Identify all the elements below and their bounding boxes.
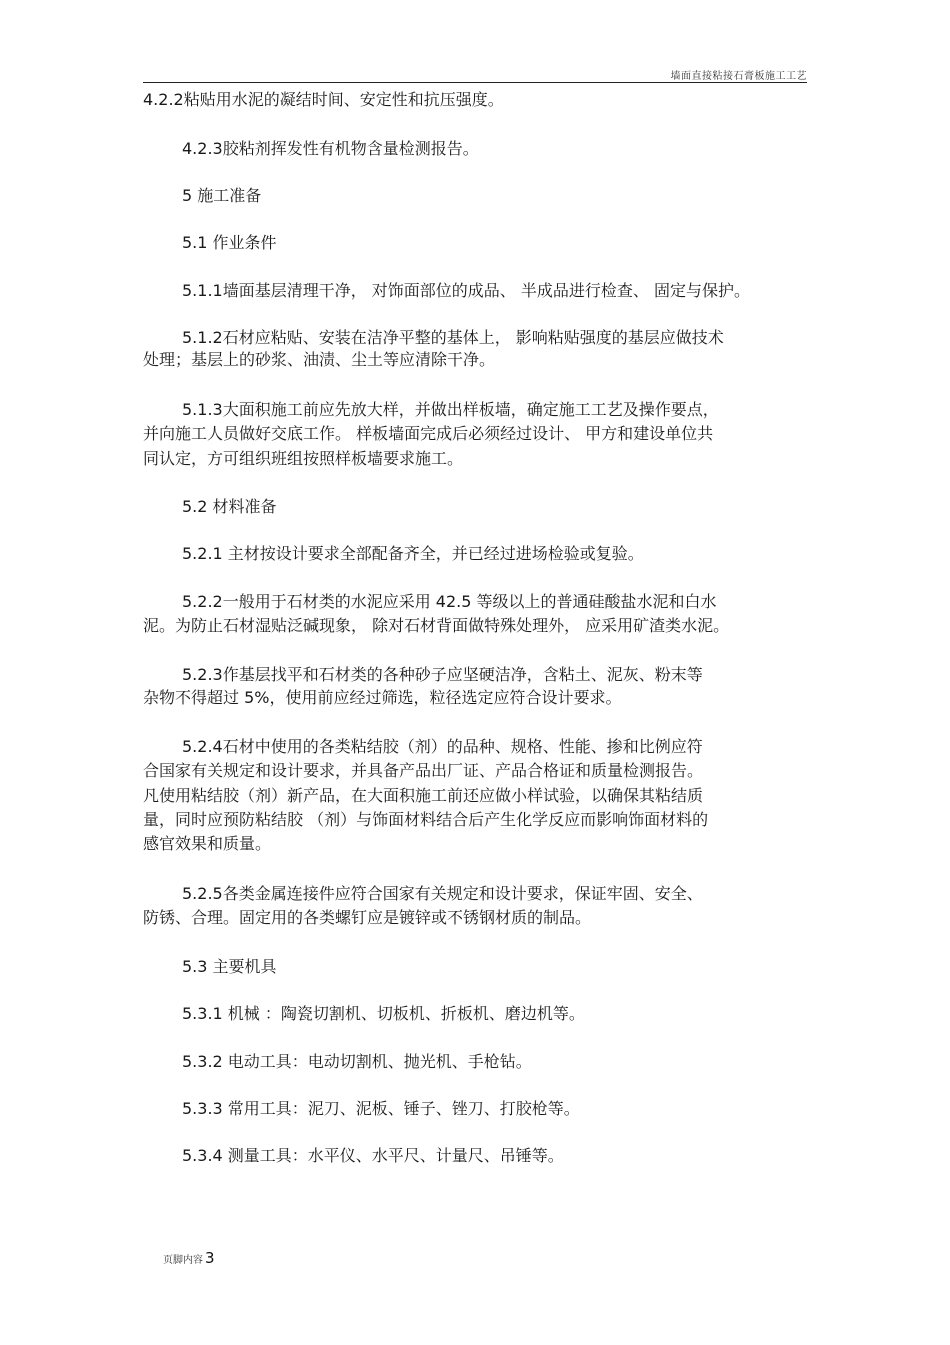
body-line: 4.2.2粘贴用水泥的凝结时间、安定性和抗压强度。 — [143, 90, 504, 109]
body-line: 防锈、合理。固定用的各类螺钉应是镀锌或不锈钢材质的制品。 — [143, 908, 592, 927]
body-line: 处理；基层上的砂浆、油渍、尘土等应清除干净。 — [143, 350, 496, 369]
running-header: 墙面直接粘接石膏板施工工艺 — [670, 71, 807, 82]
body-line: 凡使用粘结胶（剂）新产品，在大面积施工前还应做小样试验，以确保其粘结质 — [143, 786, 704, 805]
page-number: 3 — [205, 1249, 215, 1267]
header-rule — [143, 82, 807, 83]
body-line: 泥。为防止石材湿贴泛碱现象， 除对石材背面做特殊处理外， 应采用矿渣类水泥。 — [143, 616, 730, 635]
body-line: 5.3.2 电动工具：电动切割机、抛光机、手枪钻。 — [182, 1052, 532, 1071]
body-line: 5.3.1 机械 ：陶瓷切割机、切板机、折板机、磨边机等。 — [182, 1004, 585, 1023]
body-line: 5.3.4 测量工具：水平仪、水平尺、计量尺、吊锤等。 — [182, 1146, 564, 1165]
body-line: 杂物不得超过 5%，使用前应经过筛选，粒径选定应符合设计要求。 — [143, 688, 622, 707]
body-line: 合国家有关规定和设计要求，并具备产品出厂证、产品合格证和质量检测报告。 — [143, 761, 704, 780]
body-line: 5.2.3作基层找平和石材类的各种砂子应坚硬洁净，含粘土、泥灰、粉末等 — [182, 665, 703, 684]
body-line: 5.1.3大面积施工前应先放大样，并做出样板墙，确定施工工艺及操作要点， — [182, 400, 719, 419]
body-line: 5.2.5各类金属连接件应符合国家有关规定和设计要求，保证牢固、安全、 — [182, 884, 703, 903]
body-line: 5.1.2石材应粘贴、安装在洁净平整的基体上， 影响粘贴强度的基层应做技术 — [182, 328, 724, 347]
subsection-heading: 5.1 作业条件 — [182, 233, 277, 252]
body-line: 5.2.4石材中使用的各类粘结胶（剂）的品种、规格、性能、掺和比例应符 — [182, 737, 703, 756]
body-line: 5.2.2一般用于石材类的水泥应采用 42.5 等级以上的普通硅酸盐水泥和白水 — [182, 592, 717, 611]
body-line: 同认定，方可组织班组按照样板墙要求施工。 — [143, 449, 464, 468]
body-line: 4.2.3胶粘剂挥发性有机物含量检测报告。 — [182, 139, 479, 158]
subsection-heading: 5.3 主要机具 — [182, 957, 277, 976]
subsection-heading: 5.2 材料准备 — [182, 497, 277, 516]
body-line: 并向施工人员做好交底工作。 样板墙面完成后必须经过设计、 甲方和建设单位共 — [143, 424, 714, 443]
body-line: 5.1.1墙面基层清理干净， 对饰面部位的成品、 半成品进行检查、 固定与保护。 — [182, 281, 750, 300]
page-footer — [163, 1249, 215, 1267]
body-line: 5.3.3 常用工具：泥刀、泥板、锤子、锉刀、打胶枪等。 — [182, 1099, 580, 1118]
body-line: 5.2.1 主材按设计要求全部配备齐全，并已经过进场检验或复验。 — [182, 544, 644, 563]
footer-label: 页脚内容 — [163, 1255, 203, 1266]
body-line: 感官效果和质量。 — [143, 834, 272, 853]
body-line: 量，同时应预防粘结胶 （剂）与饰面材料结合后产生化学反应而影响饰面材料的 — [143, 810, 709, 829]
section-heading: 5 施工准备 — [182, 186, 262, 205]
